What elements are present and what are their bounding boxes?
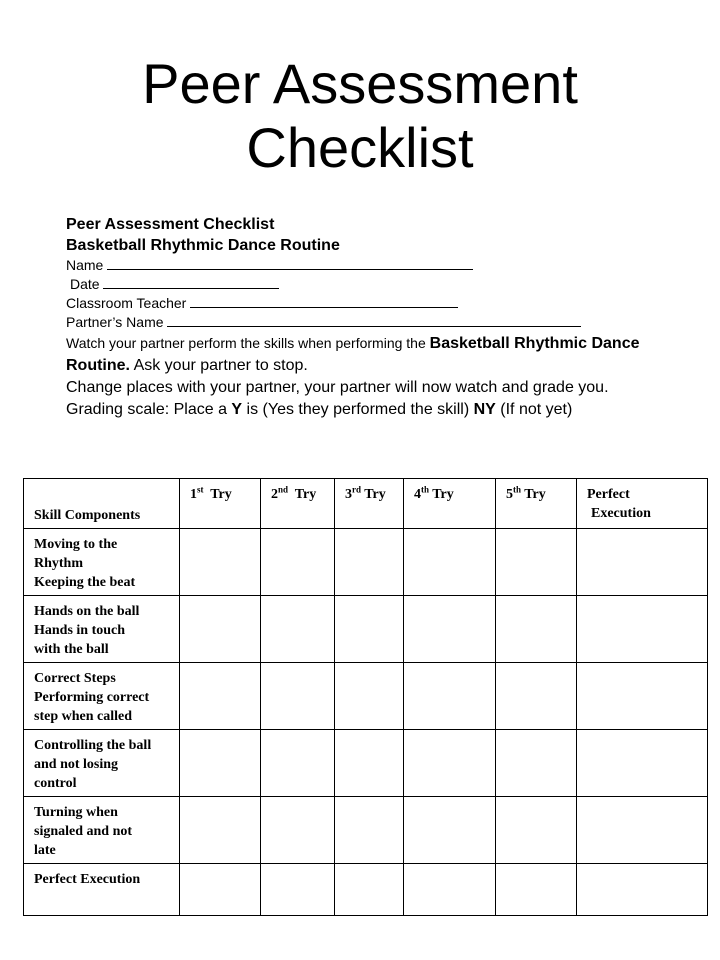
instruction-1-prefix: Watch your partner perform the skills when performing the (66, 335, 430, 351)
score-cell[interactable] (496, 596, 577, 663)
partner-row (66, 313, 666, 332)
score-cell[interactable] (335, 797, 404, 864)
date-field[interactable] (103, 276, 279, 289)
grading-y: Y (231, 401, 243, 418)
score-cell[interactable] (404, 663, 496, 730)
score-cell[interactable] (577, 529, 708, 596)
score-cell[interactable] (577, 663, 708, 730)
form-info (66, 214, 666, 421)
form-heading: Peer Assessment Checklist (66, 216, 275, 233)
grading-scale (66, 399, 666, 421)
score-cell[interactable] (404, 864, 496, 916)
score-cell[interactable] (577, 864, 708, 916)
score-cell[interactable] (335, 529, 404, 596)
try-1-header: 1st Try (180, 479, 261, 529)
assessment-table (23, 478, 708, 916)
skill-cell: Controlling the ball and not losing control (24, 730, 180, 797)
score-cell[interactable] (577, 730, 708, 797)
score-cell[interactable] (261, 596, 335, 663)
score-cell[interactable] (261, 864, 335, 916)
name-row (66, 256, 666, 275)
date-label: Date (70, 276, 100, 292)
skill-cell: Moving to the Rhythm Keeping the beat (24, 529, 180, 596)
grading-ny: NY (473, 401, 496, 418)
form-subheading: Basketball Rhythmic Dance Routine (66, 237, 340, 254)
skill-components-header: Skill Components (24, 479, 180, 529)
name-label: Name (66, 257, 104, 273)
partner-field[interactable] (167, 314, 581, 327)
instruction-1 (66, 332, 666, 377)
grading-mid: is (Yes they performed the skill) (242, 401, 474, 418)
score-cell[interactable] (496, 864, 577, 916)
score-cell[interactable] (404, 596, 496, 663)
grading-prefix: Grading scale: Place a (66, 401, 232, 418)
teacher-label: Classroom Teacher (66, 295, 187, 311)
instruction-1-suffix: Ask your partner to stop. (130, 357, 308, 374)
score-cell[interactable] (261, 797, 335, 864)
score-cell[interactable] (261, 663, 335, 730)
teacher-field[interactable] (190, 295, 458, 308)
score-cell[interactable] (404, 797, 496, 864)
table-row (24, 529, 708, 596)
teacher-row (66, 294, 666, 313)
page-title-line2: Checklist (246, 116, 474, 179)
score-cell[interactable] (335, 663, 404, 730)
table-row (24, 797, 708, 864)
skill-cell: Perfect Execution (24, 864, 180, 916)
page-title-line1: Peer Assessment (142, 52, 578, 115)
name-field[interactable] (107, 257, 473, 270)
score-cell[interactable] (335, 596, 404, 663)
instruction-2: Change places with your partner, your partner will now watch and grade you. (66, 379, 609, 396)
score-cell[interactable] (496, 663, 577, 730)
table-row (24, 596, 708, 663)
score-cell[interactable] (577, 596, 708, 663)
score-cell[interactable] (404, 730, 496, 797)
score-cell[interactable] (335, 730, 404, 797)
instruction-1-bold: Basketball Rhythmic Dance Routine. (66, 335, 640, 374)
score-cell[interactable] (335, 864, 404, 916)
try-4-header: 4th Try (404, 479, 496, 529)
partner-label: Partner’s Name (66, 314, 164, 330)
score-cell[interactable] (180, 730, 261, 797)
score-cell[interactable] (180, 596, 261, 663)
score-cell[interactable] (496, 529, 577, 596)
try-3-header: 3rd Try (335, 479, 404, 529)
skill-cell: Turning when signaled and not late (24, 797, 180, 864)
try-5-header: 5th Try (496, 479, 577, 529)
score-cell[interactable] (496, 730, 577, 797)
skill-cell: Correct Steps Performing correct step when called (24, 663, 180, 730)
date-row (66, 275, 666, 294)
score-cell[interactable] (180, 529, 261, 596)
try-2-header: 2nd Try (261, 479, 335, 529)
table-row (24, 663, 708, 730)
table-row (24, 864, 708, 916)
score-cell[interactable] (404, 529, 496, 596)
score-cell[interactable] (496, 797, 577, 864)
score-cell[interactable] (180, 864, 261, 916)
score-cell[interactable] (577, 797, 708, 864)
score-cell[interactable] (180, 663, 261, 730)
perfect-execution-header: Perfect Execution (577, 479, 708, 529)
score-cell[interactable] (261, 529, 335, 596)
score-cell[interactable] (180, 797, 261, 864)
table-header-row (24, 479, 708, 529)
page-title (0, 52, 720, 180)
skill-cell: Hands on the ball Hands in touch with the ball (24, 596, 180, 663)
table-row (24, 730, 708, 797)
score-cell[interactable] (261, 730, 335, 797)
grading-suffix: (If not yet) (495, 401, 573, 418)
